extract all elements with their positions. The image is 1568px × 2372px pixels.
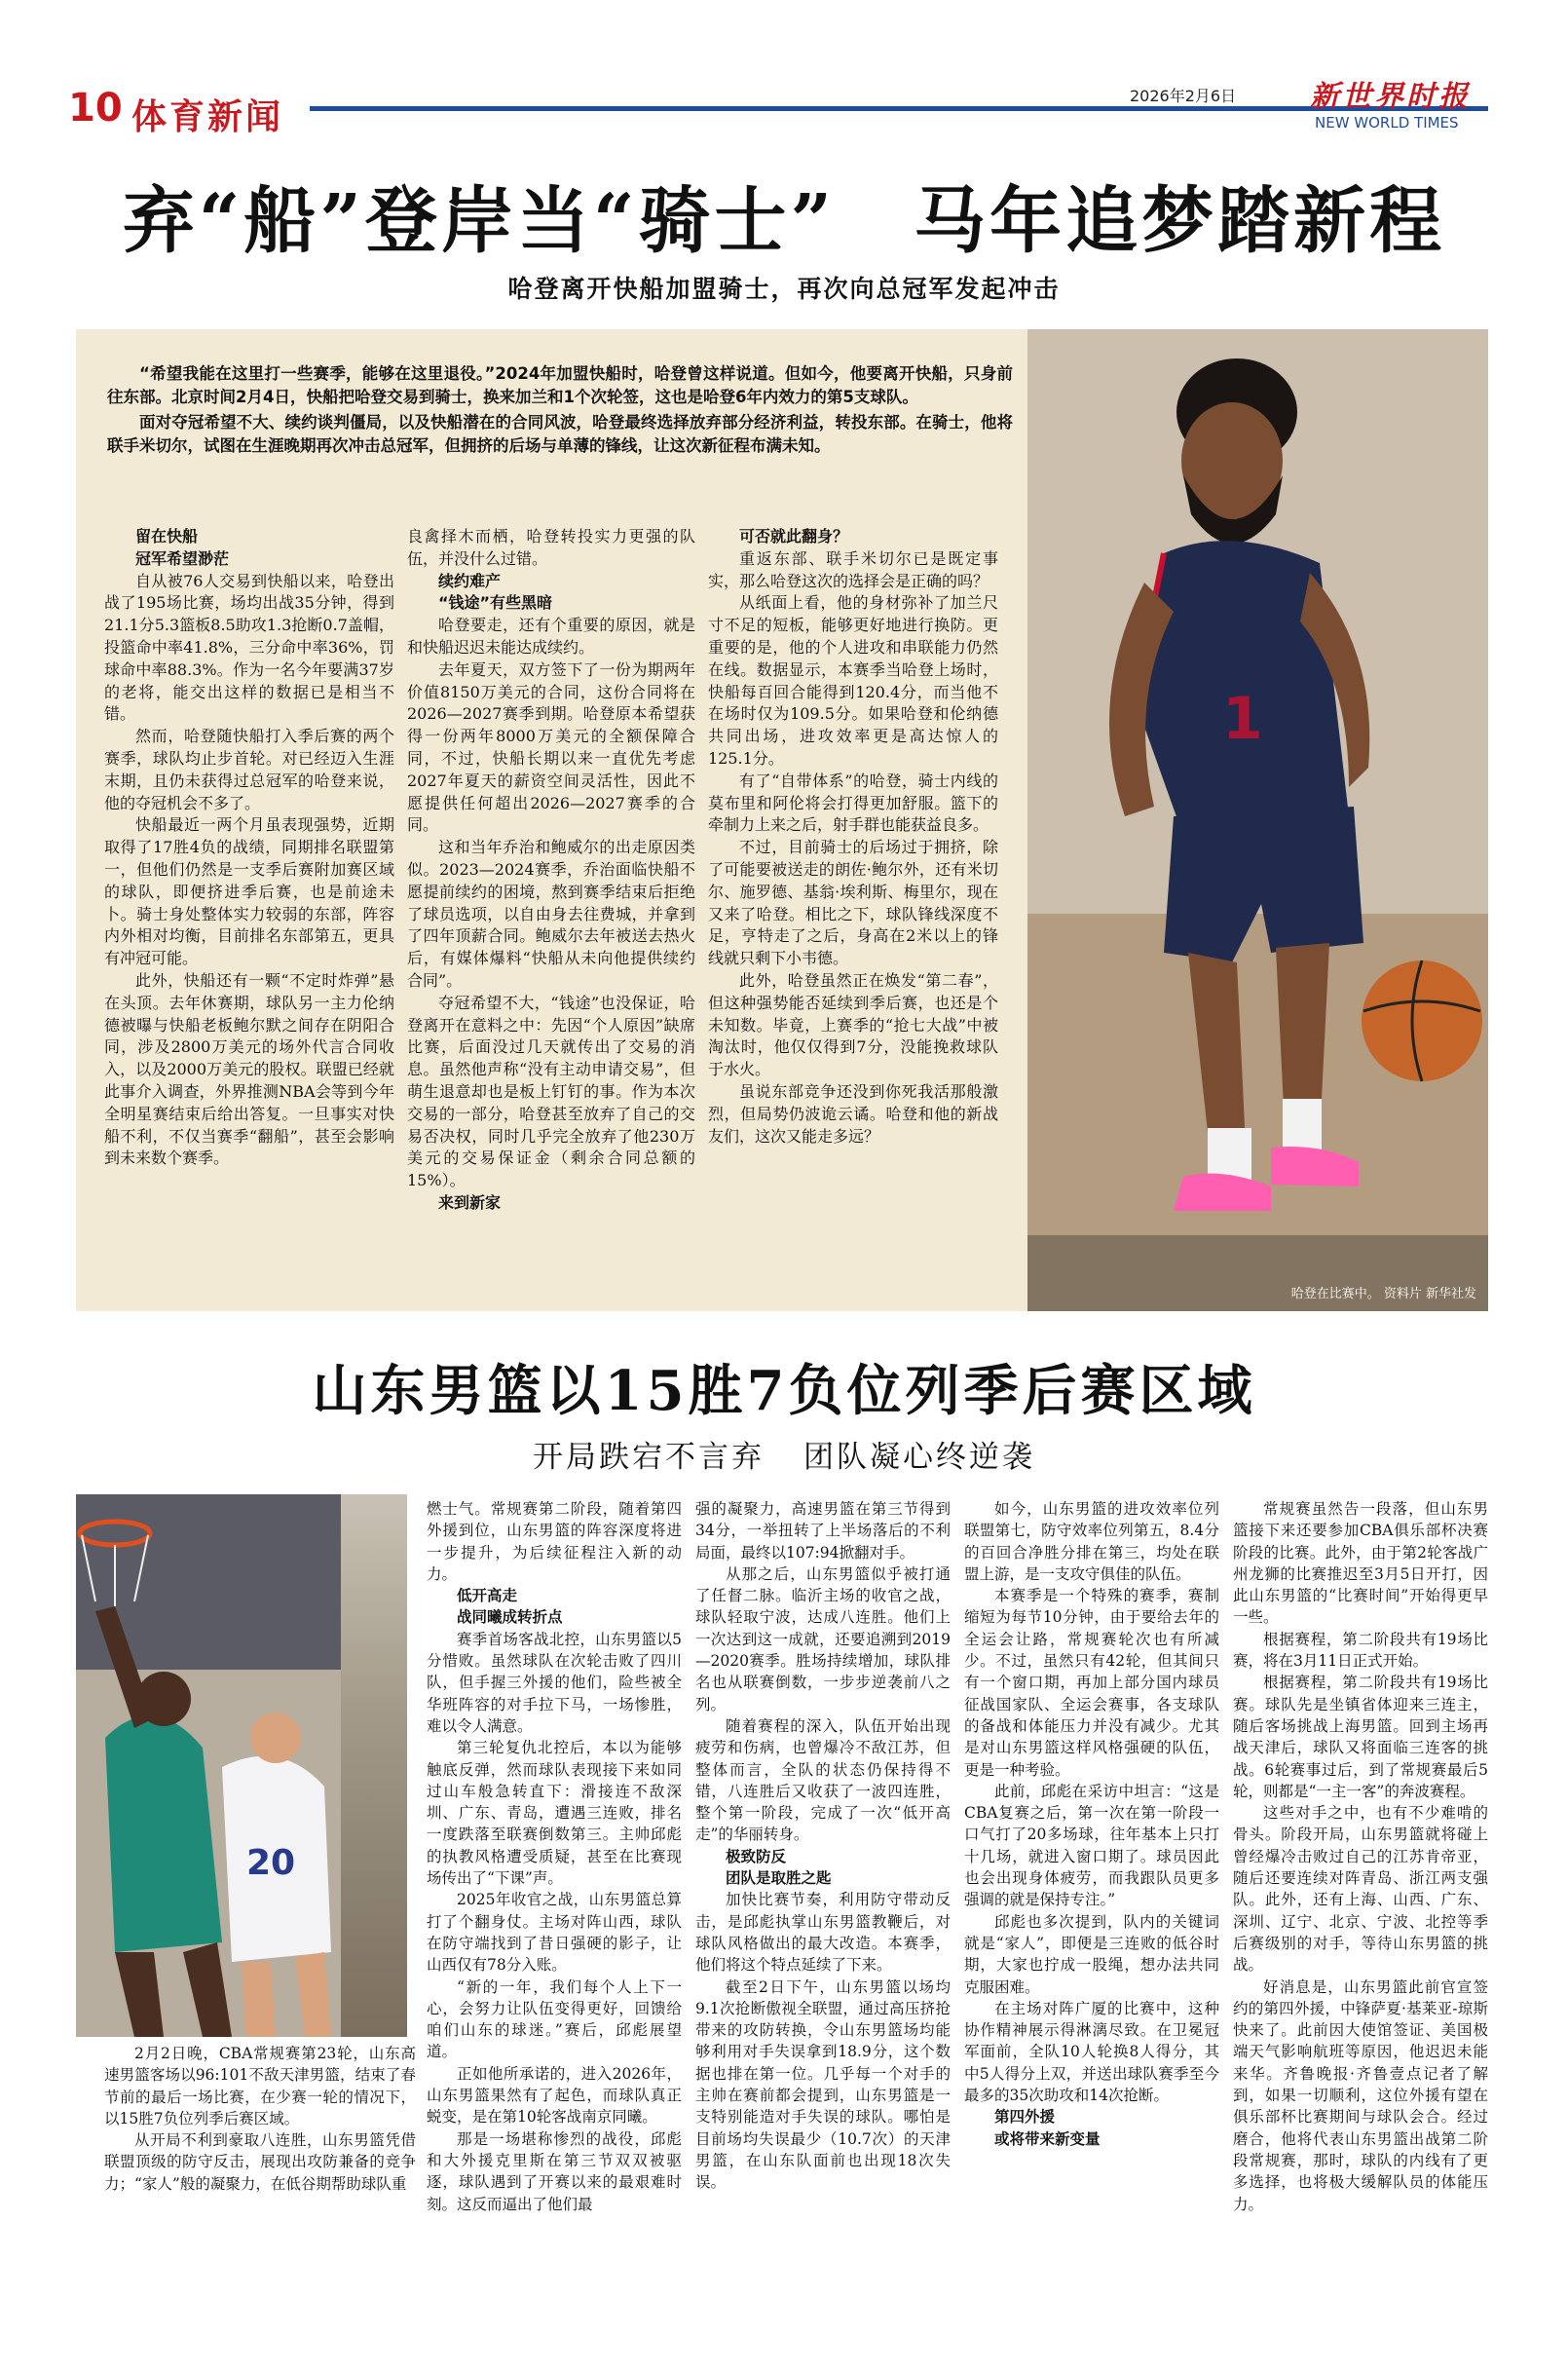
harden-photo-illustration (1027, 329, 1488, 1311)
paragraph: 2月2日晚，CBA常规赛第23轮，山东高速男篮客场以96:101不敌天津男篮，结束了春节前的最后一场比赛，在少赛一轮的情况下，以15胜7负位列季后赛区域。 (104, 2045, 416, 2127)
paragraph: 自从被76人交易到快船以来，哈登出战了195场比赛，场均出战35分钟，得到21.1分5.3篮板8.5助攻1.3抢断0.7盖帽，投篮命中率41.8%，三分命中率36%，罚球命中率88.3%。作为一名今年要满37岁的老将，能交出这样的数据已是相当不错。 (104, 571, 394, 724)
subheading: 留在快船 (135, 527, 199, 546)
paragraph: 正如他所承诺的，进入2026年，山东男篮果然有了起色，而球队真正蜕变，是在第10轮客战南京同曦。 (427, 2064, 682, 2127)
paragraph: 这些对手之中，也有不少难啃的骨头。阶段开局，山东男篮就将碰上曾经爆冷击败过自己的江苏肯帝亚，随后还要连续对阵青岛、浙江两支强队。此外，还有上海、山西、广东、深圳、辽宁、北京、宁波、北控等季后赛级别的对手，等待山东男篮的挑战。 (1233, 1804, 1488, 1975)
paragraph: 有了“自带体系”的哈登，骑士内线的莫布里和阿伦将会打得更加舒服。篮下的牵制力上来之后，射手群也能获益良多。 (708, 771, 998, 835)
paragraph: 根据赛程，第二阶段共有19场比赛，将在3月11日正式开始。 (1233, 1630, 1488, 1671)
page-number: 10 (68, 86, 123, 131)
story2-column-3 (695, 1498, 951, 2194)
paragraph: 重返东部、联手米切尔已是既定事实，那么哈登这次的选择会是正确的吗？ (708, 548, 998, 590)
lead-paragraph: “希望我能在这里打一些赛季，能够在这里退役。”2024年加盟快船时，哈登曾这样说道。但如今，他要离开快船，只身前往东部。北京时间2月4日，快船把哈登交易到骑士，换来加兰和1个次轮签，这也是哈登6年内效力的第5支球队。 (107, 364, 1013, 406)
paragraph: 虽说东部竞争还没到你死我活那般激烈，但局势仍波诡云谲。哈登和他的新战友们，这次又能走多远？ (708, 1081, 998, 1146)
story2-headline: 山东男篮以15胜7负位列季后赛区域 (312, 1359, 1256, 1423)
subheading: 第四外援 (994, 2108, 1056, 2127)
issue-date: 2026年2月6日 (1130, 87, 1237, 105)
paragraph: 此外，快船还有一颗“不定时炸弹”悬在头顶。去年休赛期，球队另一主力伦纳德被曝与快船老板鲍尔默之间存在阴阳合同，涉及2800万美元的场外代言合同收入，以及2000万美元的股权。联盟已经就此事介入调查，外界推测NBA会等到今年全明星赛结束后给出答复。一旦事实对快船不利，不仅当赛季“翻船”，甚至会影响到未来数个赛季。 (104, 970, 394, 1168)
subheading: “钱途”有些黑暗 (438, 593, 553, 613)
story1-headline-a: 弃“船”登岸当“骑士” (122, 179, 837, 263)
paragraph: 此外，哈登虽然正在焕发“第二春”，但这种强势能否延续到季后赛，也还是个未知数。毕竟，上赛季的“抢七大战”中被淘汰时，他仅仅得到7分，没能挽救球队于水火。 (708, 970, 998, 1079)
paragraph: 从纸面上看，他的身材弥补了加兰尺寸不足的短板，能够更好地进行换防。更重要的是，他的个人进攻和串联能力仍然在线。数据显示，本赛季当哈登上场时，快船每百回合能得到120.4分，而当他不在场时仅为109.5分。如果哈登和伦纳德共同出场，进攻效率更是高达惊人的125.1分。 (708, 593, 998, 768)
subheading: 来到新家 (438, 1192, 502, 1212)
paragraph: 从那之后，山东男篮似乎被打通了任督二脉。临沂主场的收官之战，球队轻取宁波，达成八连胜。他们上一次达到这一成就，还要追溯到2019—2020赛季。胜场持续增加，球队排名也从联赛倒数，一步步逆袭前八之列。 (695, 1564, 951, 1713)
story2-column-4 (964, 1498, 1219, 2150)
subheading: 续约难产 (438, 571, 502, 590)
paragraph: 加快比赛节奏，利用防守带动反击，是邱彪执掌山东男篮教鞭后，对球队风格做出的最大改造。本赛季，他们将这个特点延续了下来。 (695, 1891, 951, 1975)
paragraph: 如今，山东男篮的进攻效率位列联盟第七，防守效率位列第五，8.4分的百回合净胜分排在第三，均处在联盟上游，是一支攻守俱佳的队伍。 (964, 1500, 1219, 1583)
basketball-game-illustration (76, 1494, 341, 2037)
story1-column-2 (407, 526, 695, 1215)
subheading: 团队是取胜之匙 (726, 1869, 832, 1888)
svg-text:1: 1 (1222, 685, 1263, 753)
paragraph: 快船最近一两个月虽表现强势，近期取得了17胜4负的战绩，同期排名联盟第一，但他们仍然是一支季后赛附加赛区域的球队，即便挤进季后赛，也是前途未卜。骑士身处整体实力较弱的东部，阵容内外相对均衡，目前排名东部第五，更具有冲冠可能。 (104, 815, 394, 968)
paragraph: 这和当年乔治和鲍威尔的出走原因类似。2023—2024赛季，乔治面临快船不愿提前续约的困境，熬到赛季结束后拒绝了球员选项，以自由身去往费城，并拿到了四年顶薪合同。鲍威尔去年被送去热火后，有媒体爆料“快船从未向他提供续约合同”。 (407, 838, 695, 990)
story2-column-1 (104, 2043, 416, 2195)
paragraph: 赛季首场客战北控，山东男篮以5分惜败。虽然球队在次轮击败了四川队，但手握三外援的他们，险些被全华班阵容的对手拉下马，一场惨胜，难以令人满意。 (427, 1630, 682, 1735)
lead-paragraph: 面对夺冠希望不大、续约谈判僵局，以及快船潜在的合同风波，哈登最终选择放弃部分经济利益，转投东部。在骑士，他将联手米切尔，试图在生涯晚期再次冲击总冠军，但拥挤的后场与单薄的锋线，让这次新征程布满未知。 (107, 413, 1013, 455)
paragraph: 截至2日下午，山东男篮以场均9.1次抢断傲视全联盟，通过高压挤抢带来的攻防转换，令山东男篮场均能够利用对手失误拿到18.9分，这个数据也排在第一位。几乎每一个对手的主帅在赛前都会提到，山东男篮是一支特别能造对手失误的球队。哪怕是目前场均失误最少（10.7次）的天津男篮，在山东队面前也出现18次失误。 (695, 1977, 951, 2192)
story2-subheadline (0, 1432, 1568, 1476)
paragraph: 不过，目前骑士的后场过于拥挤，除了可能要被送走的朗佐·鲍尔外，还有米切尔、施罗德、基翁·埃利斯、梅里尔，现在又来了哈登。相比之下，球队锋线深度不足，亨特走了之后，身高在2米以上的锋线就只剩下小韦德。 (708, 838, 998, 968)
paragraph: 随着赛程的深入，队伍开始出现疲劳和伤病，也曾爆冷不敌江苏，但整体而言，全队的状态仍保持得不错，八连胜后又收获了一波四连胜，整个第一阶段，完成了一次“低开高走”的华丽转身。 (695, 1716, 951, 1844)
masthead-english: NEW WORLD TIMES (1315, 114, 1459, 132)
subheading: 可否就此翻身？ (739, 527, 849, 546)
svg-text:20: 20 (246, 1843, 296, 1883)
paragraph: 然而，哈登随快船打入季后赛的两个赛季，球队均止步首轮。对已经迈入生涯末期，且仍未获得过总冠军的哈登来说，他的夺冠机会不多了。 (104, 727, 394, 812)
paragraph: 燃士气。常规赛第二阶段，随着第四外援到位，山东男篮的阵容深度将进一步提升，为后续征程注入新的动力。 (427, 1500, 682, 1583)
paragraph: 在主场对阵广厦的比赛中，这种协作精神展示得淋漓尽致。在卫冕冠军面前，全队10人轮换8人得分，其中5人得分上双，并送出球队赛季至今最多的35次助攻和14次抢断。 (964, 1999, 1219, 2105)
section-title: 体育新闻 (131, 97, 284, 137)
paragraph: 2025年收官之战，山东男篮总算打了个翻身仗。主场对阵山西，球队在防守端找到了昔日强硬的影子，让山西仅有78分入账。 (427, 1891, 682, 1975)
harden-photo-caption: 哈登在比赛中。 资料片 新华社发 (1290, 1287, 1476, 1301)
paragraph: “新的一年，我们每个人上下一心，会努力让队伍变得更好，回馈给咱们山东的球迷。”赛后，邱彪展望道。 (427, 1977, 682, 2061)
story2-sub-b: 团队凝心终逆袭 (803, 1440, 1035, 1475)
subheading: 战同曦成转折点 (457, 1608, 563, 1627)
paragraph: 良禽择木而栖，哈登转投实力更强的队伍，并没什么过错。 (407, 527, 695, 568)
paragraph: 强的凝聚力，高速男篮在第三节得到34分，一举扭转了上半场落后的不利局面，最终以107:94掀翻对手。 (695, 1500, 951, 1562)
story2-column-2 (427, 1498, 682, 2215)
story1-headline-b: 马年追梦踏新程 (914, 179, 1446, 263)
paragraph: 常规赛虽然告一段落，但山东男篮接下来还要参加CBA俱乐部杯决赛阶段的比赛。此外，由于第2轮客战广州龙狮的比赛推迟至3月5日开打，因此山东男篮的“比赛时间”开始得更早一些。 (1233, 1500, 1488, 1627)
subheading: 极致防反 (726, 1847, 787, 1865)
paragraph: 第三轮复仇北控后，本以为能够触底反弹，然而球队表现接下来如同过山车般急转直下：滑接连不敌深圳、广东、青岛，遭遇三连败，排名一度跌落至联赛倒数第三。主帅邱彪的执教风格遭受质疑，甚至在比赛现场传出了“下课”声。 (427, 1739, 682, 1888)
masthead-logo: 新世界时报 (1310, 80, 1471, 114)
paragraph: 哈登要走，还有个重要的原因，就是和快船迟迟未能达成续约。 (407, 616, 695, 657)
story1-column-1 (104, 526, 394, 1170)
story1-column-3 (708, 526, 998, 1148)
subheading: 低开高走 (457, 1587, 518, 1605)
paragraph: 此前，邱彪在采访中坦言：“这是CBA复赛之后，第一次在第一阶段一口气打了20多场球，往年基本上只打十几场，就进入窗口期了。球员因此也会出现身体疲劳，而我跟队员更多强调的就是保持专注。” (964, 1782, 1219, 1909)
story1-lead (107, 362, 1013, 460)
basketball-game-photo (76, 1494, 407, 2037)
paragraph: 邱彪也多次提到，队内的关键词就是“家人”，即便是三连败的低谷时期，大家也拧成一股绳，想办法共同克服困难。 (964, 1912, 1219, 1996)
paragraph: 从开局不利到豪取八连胜，山东男篮凭借联盟顶级的防守反击，展现出攻防兼备的竞争力；“家人”般的凝聚力，在低谷期帮助球队重 (104, 2131, 416, 2193)
story1-subheadline: 哈登离开快船加盟骑士，再次向总冠军发起冲击 (507, 275, 1061, 303)
story2-column-5 (1233, 1498, 1488, 2215)
story2-sub-a: 开局跌宕不言弃 (533, 1440, 765, 1475)
paragraph: 去年夏天，双方签下了一份为期两年价值8150万美元的合同，这份合同将在2026—2027赛季到期。哈登原本希望获得一份两年8000万美元的全额保障合同，不过，快船长期以来一直优先考虑2027年夏天的薪资空间灵活性，因此不愿提供任何超出2026—2027赛季的合同。 (407, 659, 695, 835)
paragraph: 夺冠希望不大，“钱途”也没保证，哈登离开在意料之中：先因“个人原因”缺席比赛，后面没过几天就传出了交易的消息。虽然他声称“没有主动申请交易”，但萌生退意却也是板上钉钉的事。作为本次交易的一部分，哈登甚至放弃了自己的交易否决权，同时几乎完全放弃了他230万美元的交易保证金（剩余合同总额的15%）。 (407, 993, 695, 1190)
paragraph: 那是一场堪称惨烈的战役，邱彪和大外援克里斯在第三节双双被驱逐，球队遇到了开赛以来的最艰难时刻。这反而逼出了他们最 (427, 2129, 682, 2213)
paragraph: 根据赛程，第二阶段共有19场比赛。球队先是坐镇省体迎来三连主，随后客场挑战上海男篮。回到主场再战天津后，球队又将面临三连客的挑战。6轮赛事过后，到了常规赛最后5轮，则都是“一主一客”的奔波赛程。 (1233, 1674, 1488, 1800)
paragraph: 好消息是，山东男篮此前官宣签约的第四外援，中锋萨夏·基莱亚-琼斯快来了。此前因大使馆签证、美国极端天气影响航班等原因，他迟迟未能来华。齐鲁晚报·齐鲁壹点记者了解到，如果一切顺利，这位外援有望在俱乐部杯比赛期间与球队会合。经过磨合，他将代表山东男篮出战第二阶段常规赛，那时，球队的内线有了更多选择，也将极大缓解队员的体能压力。 (1233, 1977, 1488, 2213)
subheading: 或将带来新变量 (994, 2129, 1101, 2148)
subheading: 冠军希望渺茫 (135, 548, 230, 568)
paragraph: 本赛季是一个特殊的赛季，赛制缩短为每节10分钟，由于要给去年的全运会让路，常规赛轮次也有所减少。不过，虽然只有42轮，但其间只有一个窗口期，再加上部分国内球员征战国家队、全运会赛事，各支球队的备战和体能压力并没有减少。尤其是对山东男篮这样风格强硬的队伍，更是一种考验。 (964, 1587, 1219, 1779)
story1-headline (0, 164, 1568, 267)
harden-photo (1027, 329, 1488, 1311)
